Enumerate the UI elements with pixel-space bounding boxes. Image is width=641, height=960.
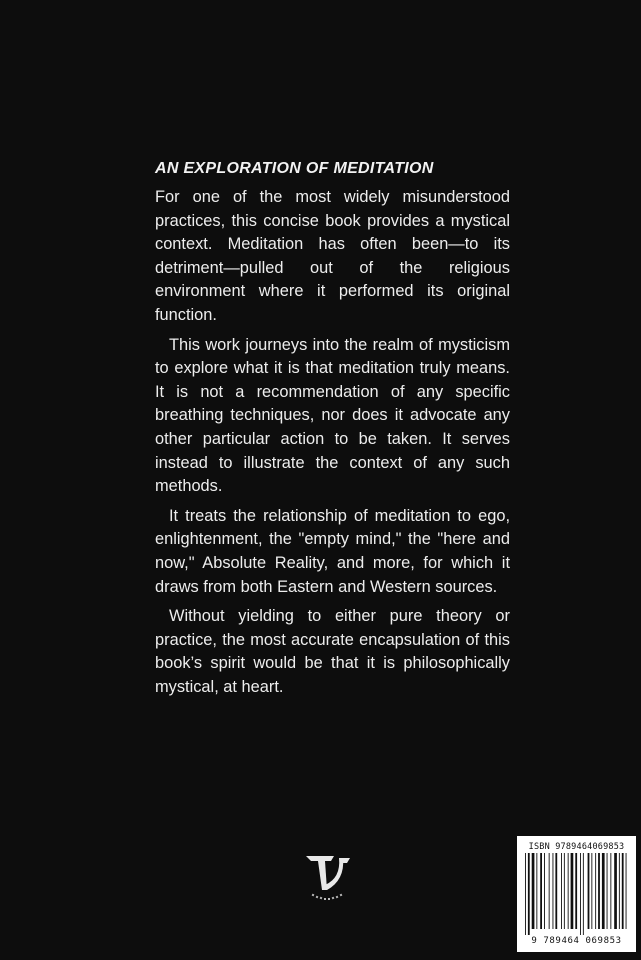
publisher-monogram-icon <box>298 850 358 905</box>
blurb-paragraph-2: This work journeys into the realm of mysticism to explore what it is that meditation truly means. It is not a recommendation of any specific breathing techniques, nor does it advocate any other particular action to be taken. It serves instead to illustrate the context of any such methods. <box>155 335 510 496</box>
blurb-paragraph-3: It treats the relationship of meditation to ego, enlightenment, the "empty mind," the "here and now," Absolute Reality, and more, for which it draws from both Eastern and Western sources. <box>155 506 510 596</box>
blurb-paragraph-1: For one of the most widely misunderstood practices, this concise book provides a mystical context. Meditation has often been—to its detriment—pulled out of the religious environment where it performed its original function. <box>155 188 510 324</box>
isbn-digits: 9 789464 069853 <box>531 936 622 946</box>
blurb-paragraph-4: Without yielding to either pure theory or practice, the most accurate encapsulation of this book’s spirit would be that it is philosophically mystical, at heart. <box>155 607 510 696</box>
barcode-bars <box>525 853 628 935</box>
blurb-heading: AN EXPLORATION OF MEDITATION <box>155 160 434 177</box>
isbn-barcode <box>517 836 636 952</box>
isbn-label: ISBN 9789464069853 <box>528 842 625 852</box>
blurb-text <box>155 186 510 705</box>
